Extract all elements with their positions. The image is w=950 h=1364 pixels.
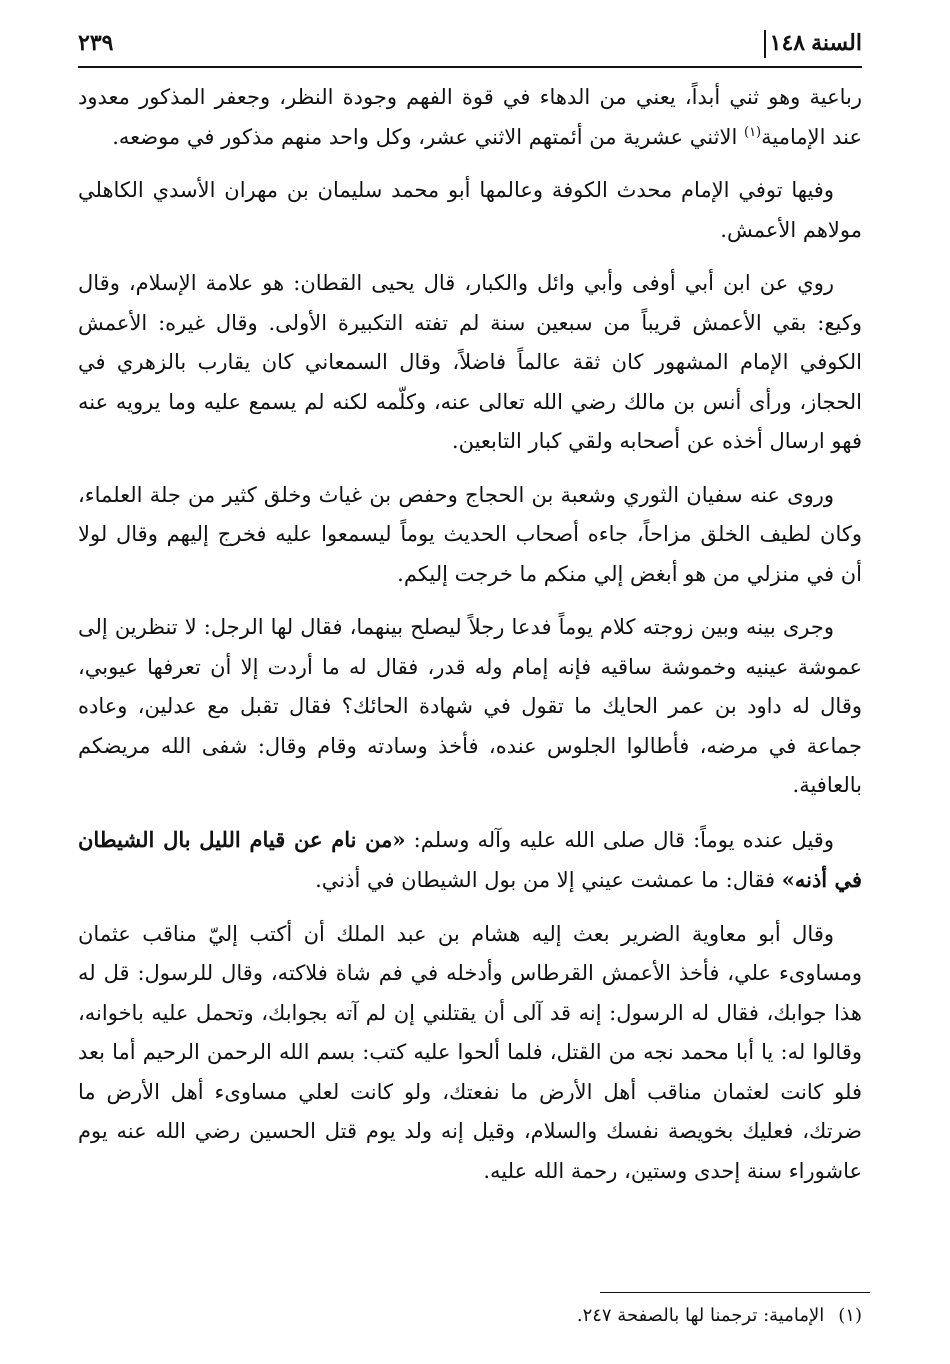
hadith-quote: «من نام عن قيام الليل بال الشيطان في أذنه»: [78, 826, 862, 892]
paragraph-5: وجرى بينه وبين زوجته كلام يوماً فدعا رجلاً ليصلح بينهما، فقال لها الرجل: لا تنظرين إلى عموشة عينيه وخموشة ساقيه فإنه إمام وله قدر، فقال له ما أردت إلا أن تعرفها عيوبي، وقال له داود بن عمر الحايك ما تقول في شهادة الحائك؟ فقال تقبل مع عدلين، وعاده جماعة في مرضه، فأطالوا الجلوس عنده، فأخذ وسادته وقام وقال: شفى الله مريضكم بالعافية.: [78, 615, 862, 797]
paragraph-2: وفيها توفي الإمام محدث الكوفة وعالمها أبو محمد سليمان بن مهران الأسدي الكاهلي مولاهم الأعمش.: [78, 178, 862, 242]
paragraph-1-text: رباعية وهو ثني أبداً، يعني من الدهاء في قوة الفهم وجودة النظر، وجعفر المذكور معدود عند الإمامية: [78, 85, 862, 149]
paragraph-3: روي عن ابن أبي أوفى وأبي وائل والكبار، قال يحيى القطان: هو علامة الإسلام، وقال وكيع: بقي الأعمش قريباً من سبعين سنة لم تفته التكبيرة الأولى. وقال غيره: الأعمش الكوفي الإمام المشهور كان ثقة عالماً فاضلاً، وقال السمعاني كان يقارب بالزهري في الحجاز، ورأى أنس بن مالك رضي الله تعالى عنه، وكلّمه لكنه لم يسمع عليه وما يرويه عنه فهو ارسال أخذه عن أصحابه ولقي كبار التابعين.: [78, 271, 862, 453]
main-text: [78, 78, 862, 1205]
footnote-number: (١): [838, 1305, 862, 1326]
paragraph-4: وروى عنه سفيان الثوري وشعبة بن الحجاج وحفص بن غياث وخلق كثير من جلة العلماء، وكان لطيف الخلق مزاحاً، جاءه أصحاب الحديث يوماً ليسمعوا عليه فخرج إليهم وقال لولا أن في منزلي من هو أبغض إلي منكم ما خرجت إليكم.: [78, 482, 862, 586]
footnote: [78, 1302, 862, 1330]
paragraph-1: [78, 78, 862, 157]
header-separator: [764, 30, 766, 58]
running-head: [760, 30, 862, 58]
page-number: ٢٣٩: [78, 30, 114, 56]
footnote-reference: (١): [743, 124, 762, 140]
quote-intro: وقيل عنده يوماً: قال صلى الله عليه وآله وسلم:: [413, 827, 834, 852]
page-header: [78, 26, 862, 68]
paragraph-6: [78, 820, 862, 901]
year-label: السنة: [811, 30, 862, 56]
footnote-text: الإمامية: ترجمنا لها بالصفحة ٢٤٧.: [576, 1305, 825, 1326]
paragraph-1-tail: الاثني عشرية من أئمتهم الاثني عشر، وكل واحد منهم مذكور في موضعه.: [112, 124, 738, 149]
year-number: ١٤٨: [769, 30, 806, 56]
paragraph-7: وقال أبو معاوية الضرير بعث إليه هشام بن عبد الملك أن أكتب إليّ مناقب عثمان ومساوىء علي، فأخذ الأعمش القرطاس وأدخله في فم شاة فلاكته، وقال للرسول: قل له هذا جوابك، فقال له الرسول: إنه قد آلى أن يقتلني إن لم آته بجوابك، وتحمل عليه باخوانه، وقالوا له: يا أبا محمد نجه من القتل، فلما ألحوا عليه كتب: بسم الله الرحمن الرحيم أما بعد فلو كانت لعثمان مناقب أهل الأرض ما نفعتك، ولو كانت لعلي مساوىء أهل الأرض ما ضرتك، فعليك بخويصة نفسك والسلام، وقيل إنه ولد يوم قتل الحسين رضي الله عنه يوم عاشوراء سنة إحدى وستين، رحمة الله عليه.: [78, 921, 862, 1183]
quote-reply: فقال: ما عمشت عيني إلا من بول الشيطان في أذني.: [315, 868, 776, 892]
footnote-divider: [600, 1292, 870, 1293]
